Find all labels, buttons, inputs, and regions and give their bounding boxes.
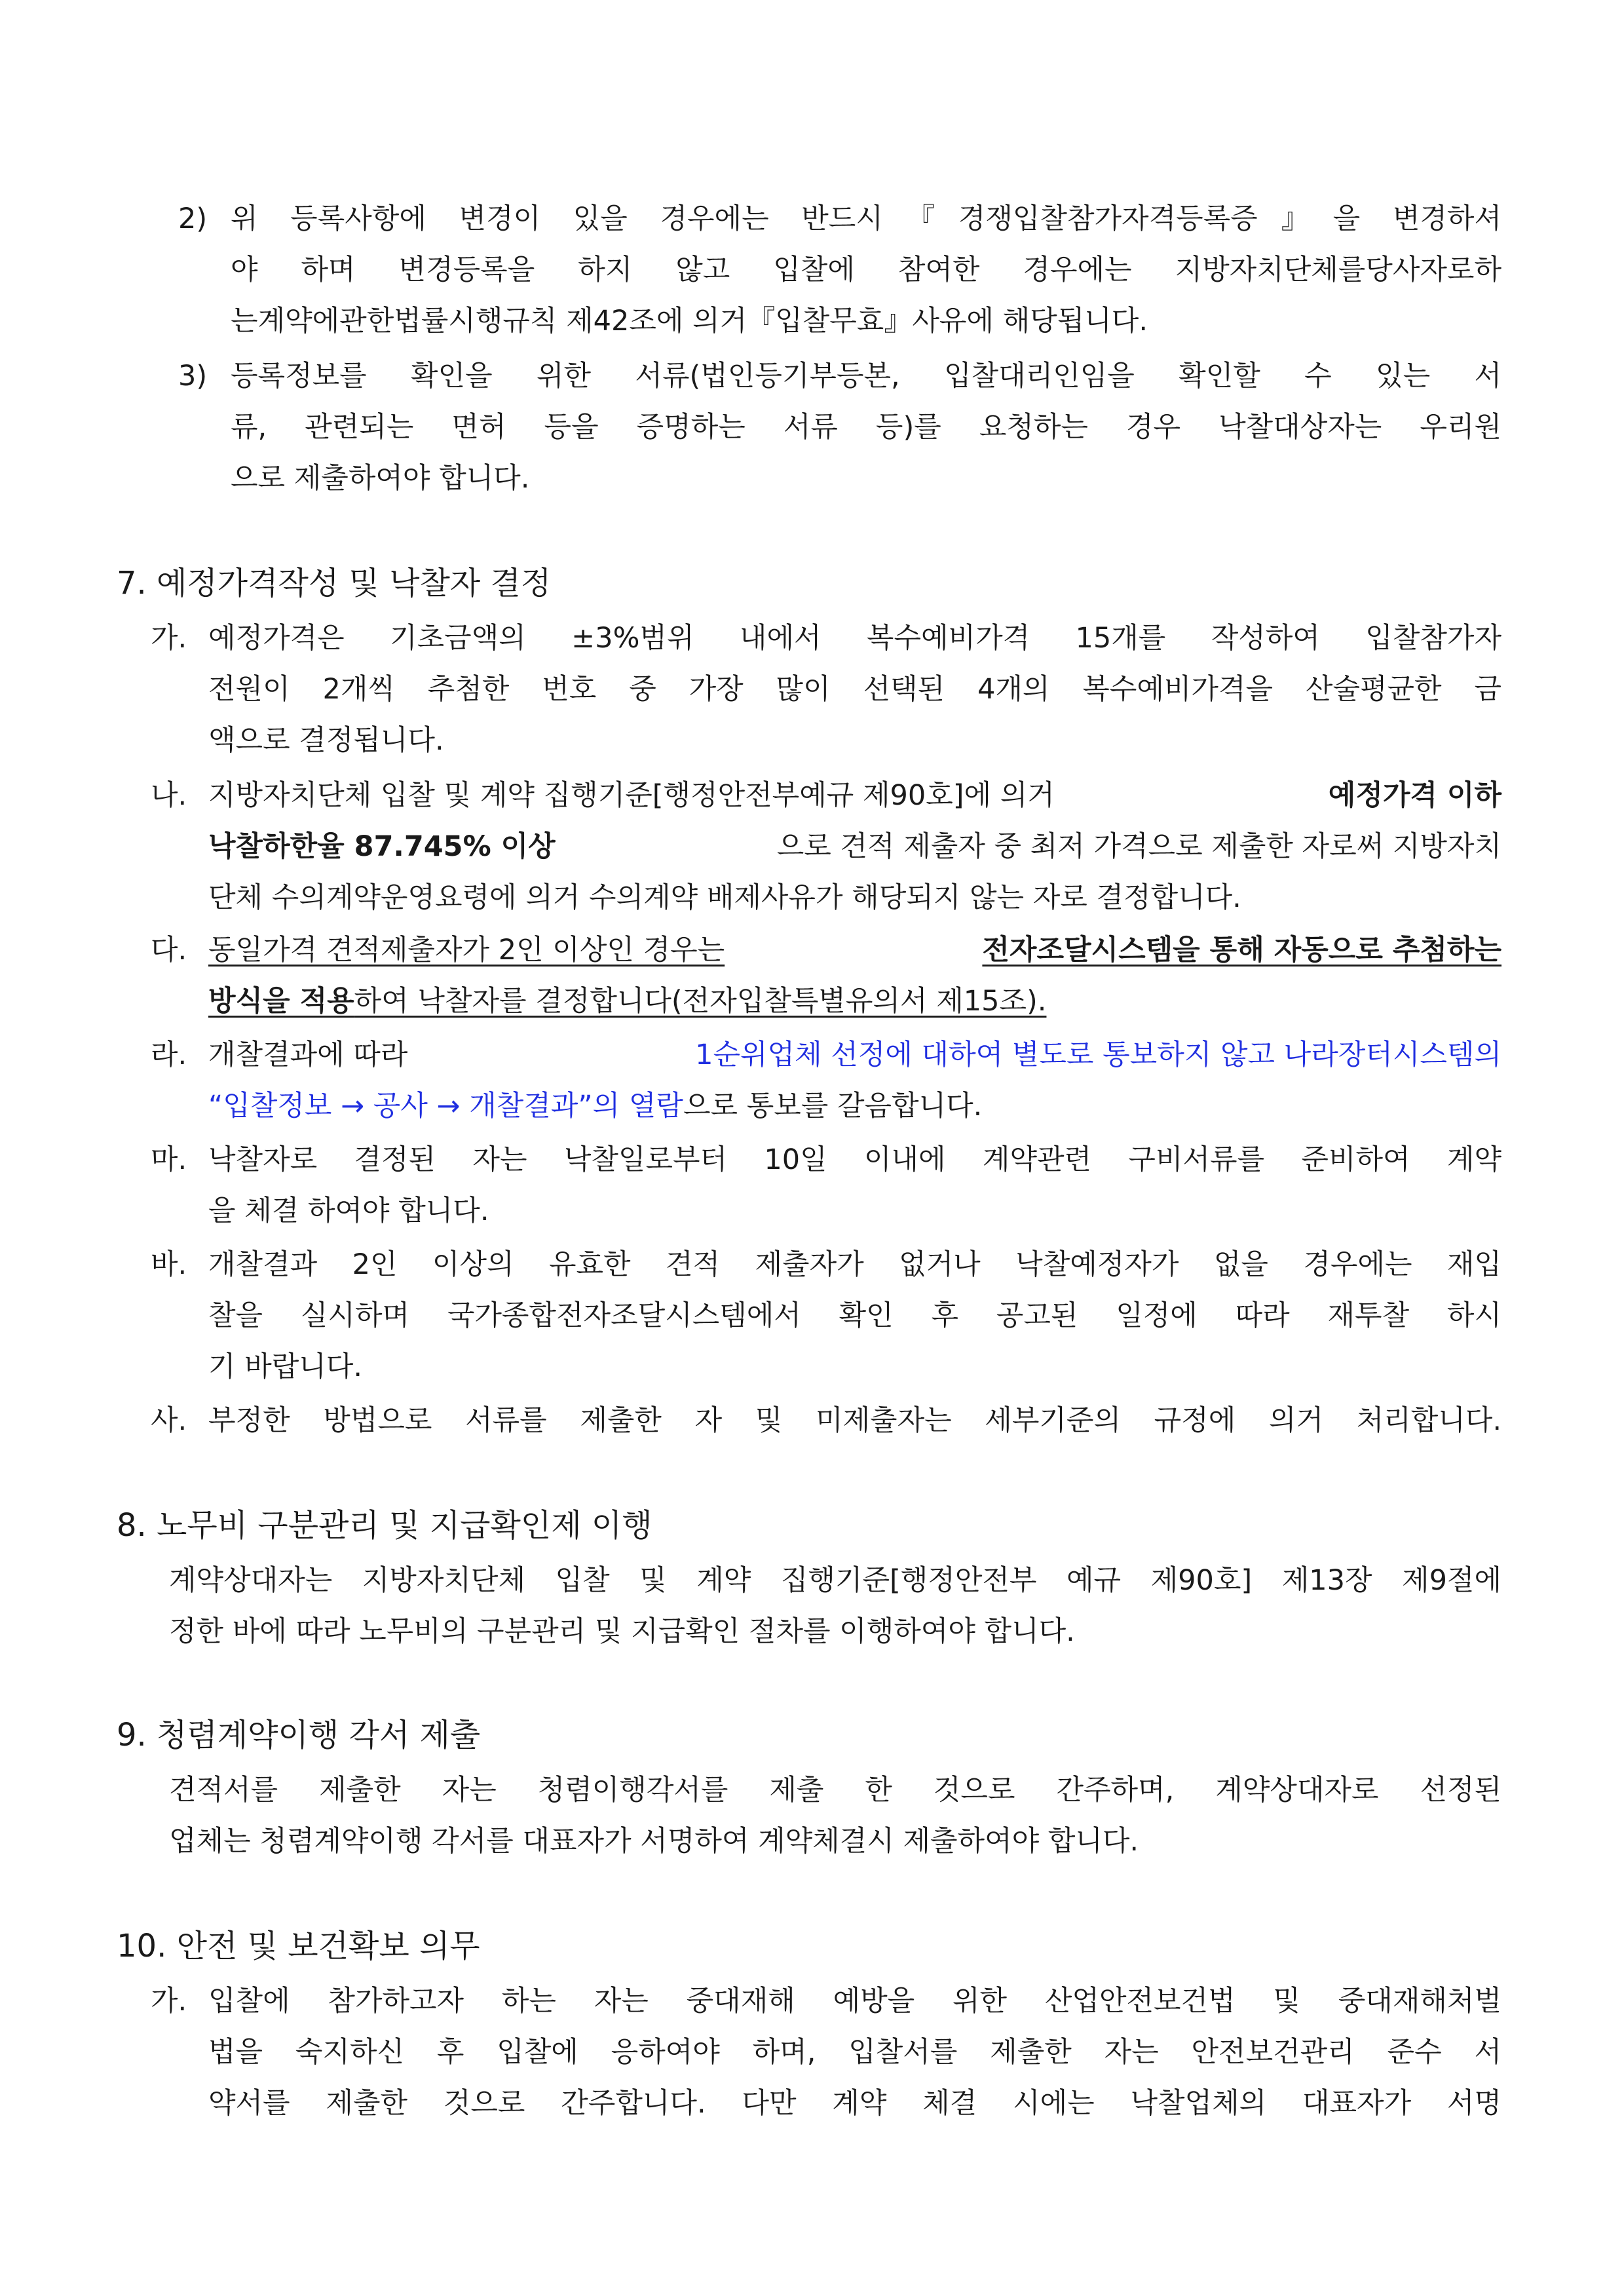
underlined-text-span: 하여 낙찰자를 결정합니다(전자입찰특별유의서 제15조). (354, 985, 1047, 1018)
item-text-line: 단체 수의계약운영요령에 의거 수의계약 배제사유가 해당되지 않는 자로 결정합니다. (208, 881, 1241, 914)
item-text-line (208, 976, 1046, 1026)
item-text-line: 전원이 2개씩 추첨한 번호 중 가장 많이 선택된 4개의 복수예비가격을 산술평균한 금 (208, 673, 1501, 706)
item-text-line: 류, 관련되는 면허 등을 증명하는 서류 등)를 요청하는 경우 낙찰대상자는 우리원 (231, 411, 1501, 444)
item-text-line: 부정한 방법으로 서류를 제출한 자 및 미제출자는 세부기준의 규정에 의거 처리합니다. (208, 1404, 1501, 1437)
item-marker: 바. (151, 1248, 187, 1281)
item-text-line: 등록정보를 확인을 위한 서류(법인등기부등본, 입찰대리인임을 확인할 수 있는 서 (231, 360, 1501, 392)
item-text-line: 기 바랍니다. (208, 1350, 363, 1383)
item-marker: 사. (151, 1404, 187, 1437)
item-marker: 가. (151, 622, 187, 655)
item-number: 3) (178, 360, 208, 392)
item-text-line (208, 771, 1501, 820)
item-text-line: 으로 제출하여야 합니다. (231, 462, 530, 495)
item-marker: 가. (151, 1985, 187, 2018)
bold-underlined-text-span: 전자조달시스템을 통해 자동으로 추첨하는 (982, 934, 1501, 966)
text-span: 으로 견적 제출자 중 최저 가격으로 제출한 자로써 지방자치 (776, 830, 1501, 863)
item-text-line: 예정가격은 기초금액의 ±3%범위 내에서 복수예비가격 15개를 작성하여 입찰참가자 (208, 622, 1501, 655)
item-marker: 나. (151, 779, 187, 812)
item-text-line: 법을 숙지하신 후 입찰에 응하여야 하며, 입찰서를 제출한 자는 안전보건관리 준수 서 (208, 2036, 1501, 2069)
item-text-line: 는계약에관한법률시행규칙 제42조에 의거『입찰무효』사유에 해당됩니다. (231, 305, 1148, 337)
blue-text-span: “입찰정보 → 공사 → 개찰결과”의 열람 (208, 1090, 683, 1122)
item-text-line (208, 822, 1501, 871)
text-span: 개찰결과에 따라 (208, 1039, 408, 1071)
item-text-line: 약서를 제출한 것으로 간주합니다. 다만 계약 체결 시에는 낙찰업체의 대표자가 서명 (208, 2087, 1501, 2120)
item-marker: 마. (151, 1143, 187, 1176)
text-span: 으로 통보를 갈음합니다. (683, 1090, 983, 1122)
item-text-line: 개찰결과 2인 이상의 유효한 견적 제출자가 없거나 낙찰예정자가 없을 경우에는 재입 (208, 1248, 1501, 1281)
item-marker: 다. (151, 934, 187, 966)
item-text-line: 입찰에 참가하고자 하는 자는 중대재해 예방을 위한 산업안전보건법 및 중대재해처벌 (208, 1985, 1501, 2018)
section-9-text-line: 견적서를 제출한 자는 청렴이행각서를 제출 한 것으로 간주하며, 계약상대자로 선정된 (169, 1774, 1501, 1807)
bold-text-span: 예정가격 이하 (1328, 779, 1501, 812)
bold-underlined-text-span: 방식을 적용 (208, 985, 354, 1018)
item-text-line: 액으로 결정됩니다. (208, 724, 444, 757)
item-marker: 라. (151, 1039, 187, 1071)
item-text-line: 야 하며 변경등록을 하지 않고 입찰에 참여한 경우에는 지방자치단체를당사자로하 (231, 254, 1501, 286)
underlined-text-span: 동일가격 견적제출자가 2인 이상인 경우는 (208, 934, 725, 966)
blue-text-span: 1순위업체 선정에 대하여 별도로 통보하지 않고 나라장터시스템의 (695, 1039, 1501, 1071)
section-8-text-line: 계약상대자는 지방자치단체 입찰 및 계약 집행기준[행정안전부 예규 제90호] 제13장 제9절에 (169, 1564, 1501, 1597)
item-text-line: 낙찰자로 결정된 자는 낙찰일로부터 10일 이내에 계약관련 구비서류를 준비하여 계약 (208, 1143, 1501, 1176)
section-8-text-line: 정한 바에 따라 노무비의 구분관리 및 지급확인 절차를 이행하여야 합니다. (169, 1615, 1075, 1648)
section-9-heading: 9. 청렴계약이행 각서 제출 (117, 1717, 481, 1753)
item-text-line (208, 1081, 982, 1131)
item-text-line: 위 등록사항에 변경이 있을 경우에는 반드시『경쟁입찰참가자격등록증』을 변경하셔 (231, 202, 1501, 235)
item-text-line (208, 1030, 1501, 1080)
item-text-line: 찰을 실시하며 국가종합전자조달시스템에서 확인 후 공고된 일정에 따라 재투찰 하시 (208, 1299, 1501, 1332)
section-9-text-line: 업체는 청렴계약이행 각서를 대표자가 서명하여 계약체결시 제출하여야 합니다. (169, 1825, 1139, 1858)
text-span: 지방자치단체 입찰 및 계약 집행기준[행정안전부예규 제90호]에 의거 (208, 779, 1055, 812)
section-8-heading: 8. 노무비 구분관리 및 지급확인제 이행 (117, 1507, 652, 1544)
section-7-heading: 7. 예정가격작성 및 낙찰자 결정 (117, 565, 552, 602)
item-number: 2) (178, 202, 208, 235)
bold-text-span: 낙찰하한율 87.745% 이상 (208, 830, 556, 863)
item-text-line (208, 925, 1501, 975)
section-10-heading: 10. 안전 및 보건확보 의무 (117, 1928, 480, 1964)
item-text-line: 을 체결 하여야 합니다. (208, 1195, 489, 1227)
